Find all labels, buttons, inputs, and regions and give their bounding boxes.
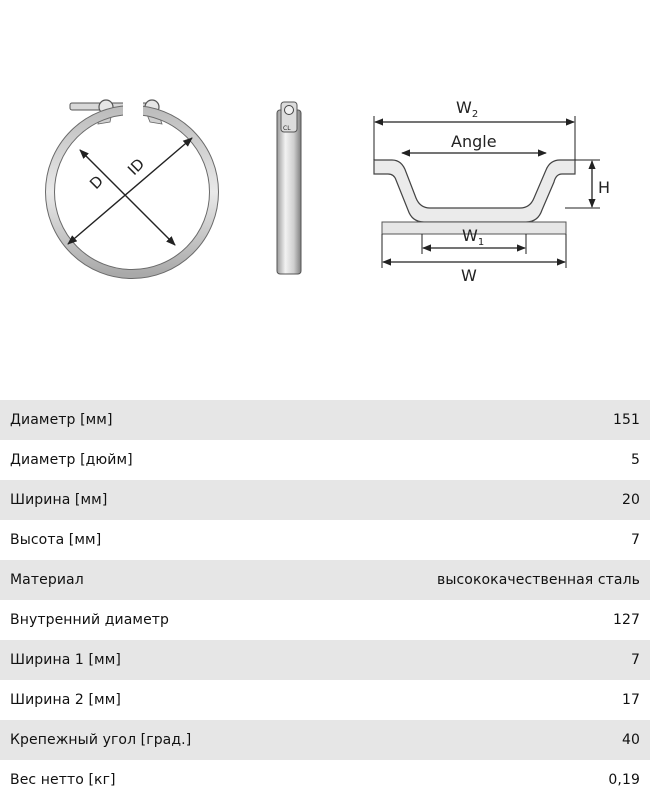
label-id: ID <box>124 154 149 179</box>
spec-value: 127 <box>612 612 640 628</box>
band-stamp-code: CL <box>283 125 291 132</box>
spec-value: 7 <box>630 652 640 668</box>
spec-value: 151 <box>612 412 640 428</box>
spec-label: Ширина 2 [мм] <box>10 692 121 708</box>
label-w2: $W_2$ <box>456 98 479 120</box>
spec-label: Крепежный угол [град.] <box>10 732 192 748</box>
spec-row-material <box>0 560 650 600</box>
spec-row-diameter-mm <box>0 400 650 440</box>
label-d: D <box>86 171 108 193</box>
spec-label: Материал <box>10 572 84 588</box>
spec-row-height-mm <box>0 520 650 560</box>
spec-label: Диаметр [дюйм] <box>10 452 133 468</box>
spec-value: высококачественная сталь <box>436 572 640 588</box>
spec-label: Ширина [мм] <box>10 492 108 508</box>
clamp-ring-edge-inner <box>55 115 210 270</box>
clamp-front-view <box>46 100 219 279</box>
spec-value: 17 <box>621 692 640 708</box>
profile-section <box>374 98 610 285</box>
spec-value: 7 <box>630 532 640 548</box>
spec-row-width-mm <box>0 480 650 520</box>
clamp-side-view <box>277 102 301 274</box>
spec-label: Высота [мм] <box>10 532 102 548</box>
spec-value: 5 <box>630 452 640 468</box>
label-angle: Angle <box>451 132 497 151</box>
band-bolt-head <box>285 106 294 115</box>
spec-row-net-weight <box>0 760 650 800</box>
spec-value: 0,19 <box>608 772 640 788</box>
band-side <box>277 110 301 274</box>
specs-table <box>0 400 650 800</box>
dim-line-id <box>68 138 192 244</box>
spec-label: Вес нетто [кг] <box>10 772 116 788</box>
spec-value: 20 <box>621 492 640 508</box>
clamp-ring-outer <box>50 110 214 274</box>
spec-label: Диаметр [мм] <box>10 412 113 428</box>
spec-row-width-2 <box>0 680 650 720</box>
label-w: W <box>461 266 477 285</box>
spec-row-inner-diameter <box>0 600 650 640</box>
spec-row-width-1 <box>0 640 650 680</box>
v-profile-shape <box>374 160 575 222</box>
ring-gap <box>123 100 143 116</box>
spec-value: 40 <box>621 732 640 748</box>
spec-label: Внутренний диаметр <box>10 612 170 628</box>
spec-row-mounting-angle <box>0 720 650 760</box>
spec-row-diameter-inch <box>0 440 650 480</box>
spec-label: Ширина 1 [мм] <box>10 652 121 668</box>
label-w1: $W_1$ <box>462 226 485 248</box>
label-h: H <box>598 178 611 197</box>
